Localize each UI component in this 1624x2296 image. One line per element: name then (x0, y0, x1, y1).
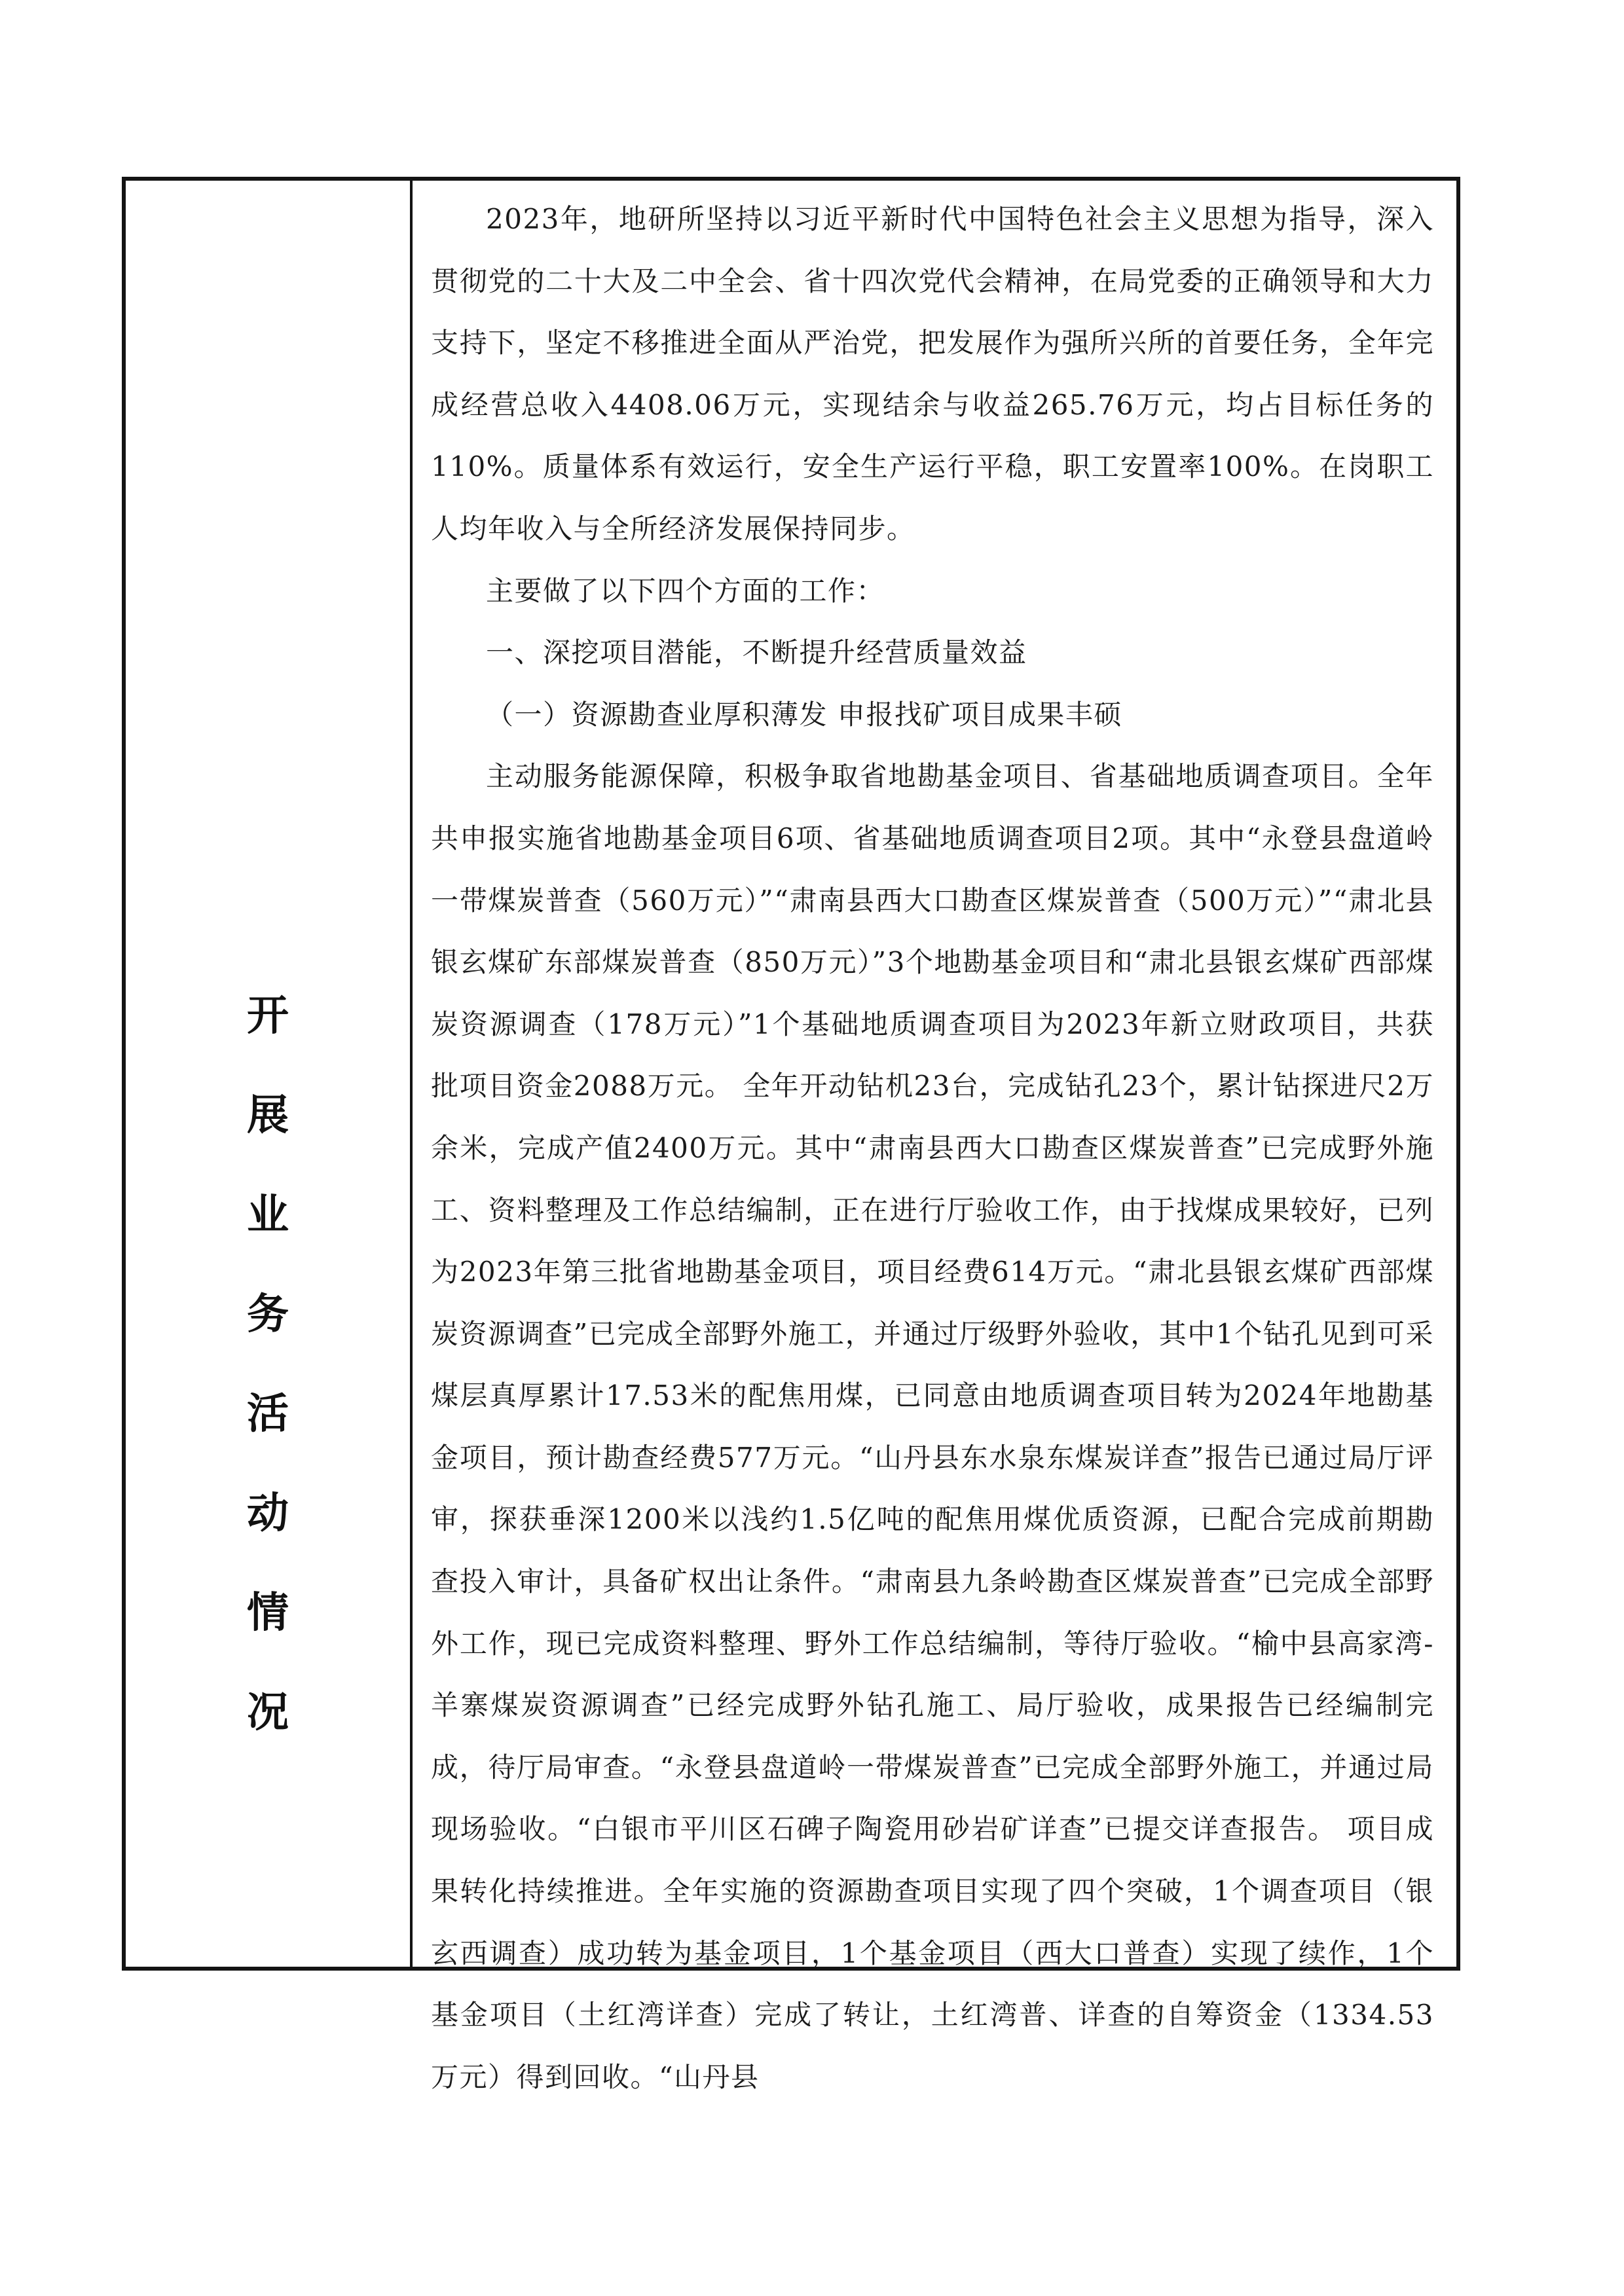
content-cell (413, 181, 1456, 2093)
section-label-char: 展 (247, 1091, 289, 1140)
subsection-heading: （一）资源勘查业厚积薄发 申报找矿项目成果丰硕 (486, 698, 1122, 731)
section-label-char: 况 (247, 1688, 289, 1737)
paragraph-intro: 主要做了以下四个方面的工作： (486, 574, 885, 607)
section-heading: 一、深挖项目潜能，不断提升经营质量效益 (486, 636, 1027, 669)
section-label-char: 开 (247, 992, 289, 1040)
section-label (126, 966, 410, 1762)
section-label-char: 情 (247, 1589, 289, 1637)
section-label-char: 务 (247, 1290, 289, 1339)
section-label-char: 动 (247, 1489, 289, 1538)
section-label-cell (126, 181, 413, 1967)
report-table (122, 177, 1460, 2093)
section-label-char: 活 (247, 1390, 289, 1438)
paragraph-body: 主动服务能源保障，积极争取省地勘基金项目、省基础地质调查项目。全年共申报实施省地勘基金项目6项、省基础地质调查项目2项。其中“永登县盘道岭一带煤炭普查（560万元）”“肃南县西大口勘查区煤炭普查（500万元）”“肃北县银玄煤矿东部煤炭普查（850万元）”3个地勘基金项目和“肃北县银玄煤矿西部煤炭资源调查（178万元）”1个基础地质调查项目为2023年新立财政项目，共获批项目资金2088万元。 全年开动钻机23台，完成钻孔23个，累计钻探进尺2万余米，完成产值2400万元。其中“肃南县西大口勘查区煤炭普查”已完成野外施工、资料整理及工作总结编制，正在进行厅验收工作，由于找煤成果较好，已列为2023年第三批省地勘基金项目，项目经费614万元。“肃北县银玄煤矿西部煤炭资源调查”已完成全部野外施工，并通过厅级野外验收，其中1个钻孔见到可采煤层真厚累计17.53米的配焦用煤，已同意由地质调查项目转为2024年地勘基金项目，预计勘查经费577万元。“山丹县东水泉东煤炭详查”报告已通过局厅评审，探获垂深1200米以浅约1.5亿吨的配焦用煤优质资源，已配合完成前期勘查投入审计，具备矿权出让条件。“肃南县九条岭勘查区煤炭普查”已完成全部野外工作，现已完成资料整理、野外工作总结编制，等待厅验收。“榆中县高家湾-羊寨煤炭资源调查”已经完成野外钻孔施工、局厅验收，成果报告已经编制完成，待厅局审查。“永登县盘道岭一带煤炭普查”已完成全部野外施工，并通过局现场验收。“白银市平川区石碑子陶瓷用砂岩矿详查”已提交详查报告。 项目成果转化持续推进。全年实施的资源勘查项目实现了四个突破，1个调查项目（银玄西调查）成功转为基金项目，1个基金项目（西大口普查）实现了续作，1个基金项目（土红湾详查）完成了转让，土红湾普、详查的自筹资金（1334.53万元）得到回收。“山丹县 (431, 760, 1434, 2093)
section-label-char: 业 (247, 1191, 289, 1239)
paragraph-summary: 2023年，地研所坚持以习近平新时代中国特色社会主义思想为指导，深入贯彻党的二十大及二中全会、省十四次党代会精神，在局党委的正确领导和大力支持下，坚定不移推进全面从严治党，把发展作为强所兴所的首要任务，全年完成经营总收入4408.06万元，实现结余与收益265.76万元，均占目标任务的110%。质量体系有效运行，安全生产运行平稳，职工安置率100%。在岗职工人均年收入与全所经济发展保持同步。 (431, 203, 1434, 545)
